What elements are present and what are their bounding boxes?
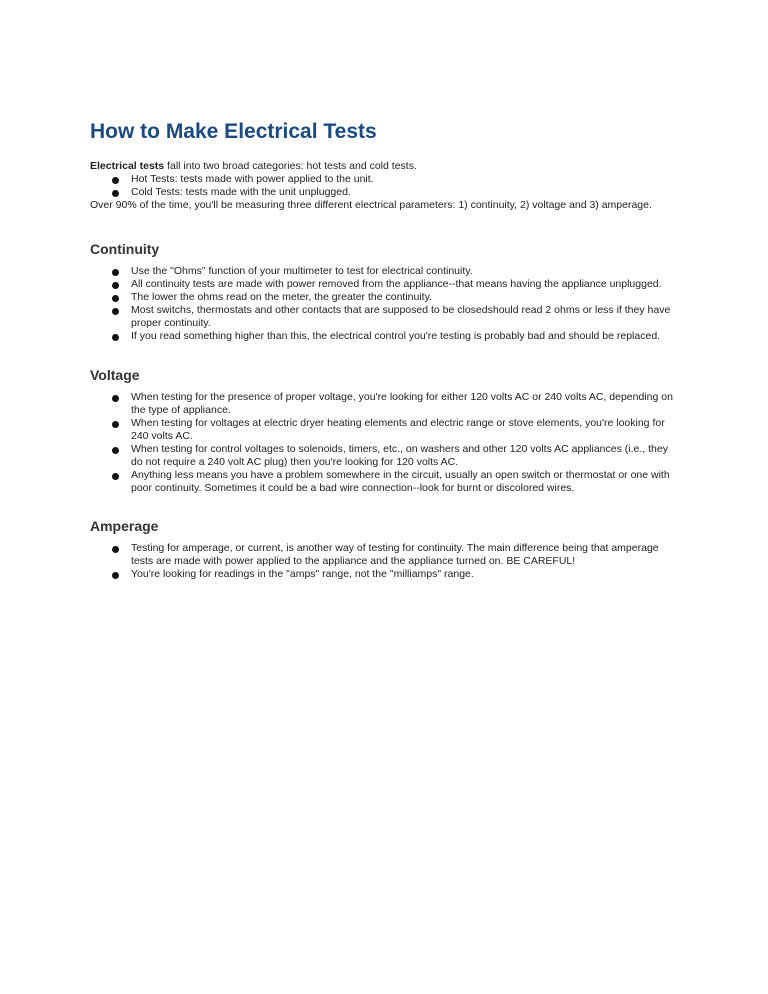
intro-summary: Over 90% of the time, you'll be measuring three different electrical parameters: 1) continuity, 2) voltage and 3) amperage.: [90, 199, 652, 211]
list-item: [90, 417, 680, 443]
list-item: [90, 304, 680, 330]
list-item-text: When testing for control voltages to solenoids, timers, etc., on washers and other 120 volts AC appliances (i.e., they do not require a 240 volt AC plug) then you're looking for 120 volts AC.: [131, 443, 668, 468]
bullet-icon: [112, 308, 119, 315]
bullet-icon: [112, 447, 119, 454]
list-item-text: If you read something higher than this, the electrical control you're testing is probably bad and should be replaced.: [131, 330, 661, 342]
list-item-text: Hot Tests: tests made with power applied to the unit.: [131, 173, 374, 185]
list-item: [90, 278, 680, 291]
list-item: [90, 469, 680, 495]
document-page: [90, 118, 680, 581]
bullet-icon: [112, 473, 119, 480]
continuity-bullet-list: [90, 265, 680, 343]
bullet-icon: [112, 295, 119, 302]
list-item: [90, 173, 680, 186]
section-heading-continuity: Continuity: [90, 241, 160, 257]
intro-bullet-list: [90, 173, 680, 199]
list-item: [90, 391, 680, 417]
list-item-text: Cold Tests: tests made with the unit unplugged.: [131, 186, 351, 198]
list-item-text: When testing for voltages at electric dryer heating elements and electric range or stove elements, you're looking for 240 volts AC.: [131, 417, 665, 442]
list-item-text: The lower the ohms read on the meter, the greater the continuity.: [131, 291, 432, 303]
list-item-text: All continuity tests are made with power removed from the appliance--that means having the appliance unplugged.: [131, 278, 662, 290]
list-item-text: Most switchs, thermostats and other contacts that are supposed to be closedshould read 2 ohms or less if they have proper continuity.: [131, 304, 671, 329]
list-item-text: Anything less means you have a problem somewhere in the circuit, usually an open switch or thermostat or one with poor continuity. Sometimes it could be a bad wire connection--look for burnt or discolored wires.: [131, 469, 670, 494]
bullet-icon: [112, 177, 119, 184]
list-item: [90, 542, 680, 568]
section-heading-amperage: Amperage: [90, 518, 159, 534]
intro-lead-rest: fall into two broad categories: hot tests and cold tests.: [164, 160, 417, 172]
list-item-text: You're looking for readings in the "amps" range, not the "milliamps" range.: [131, 568, 474, 580]
list-item: [90, 443, 680, 469]
list-item: [90, 265, 680, 278]
voltage-bullet-list: [90, 391, 680, 495]
bullet-icon: [112, 572, 119, 579]
bullet-icon: [112, 334, 119, 341]
list-item: [90, 291, 680, 304]
bullet-icon: [112, 269, 119, 276]
list-item: [90, 330, 680, 343]
list-item-text: Use the "Ohms" function of your multimeter to test for electrical continuity.: [131, 265, 473, 277]
intro-lead-bold: Electrical tests: [90, 160, 165, 172]
list-item: [90, 568, 680, 581]
section-heading-voltage: Voltage: [90, 367, 140, 383]
bullet-icon: [112, 546, 119, 553]
bullet-icon: [112, 395, 119, 402]
intro-lead: [90, 160, 680, 173]
list-item-text: When testing for the presence of proper voltage, you're looking for either 120 volts AC or 240 volts AC, depending on the type of appliance.: [131, 391, 673, 416]
bullet-icon: [112, 421, 119, 428]
amperage-bullet-list: [90, 542, 680, 581]
bullet-icon: [112, 282, 119, 289]
bullet-icon: [112, 190, 119, 197]
list-item-text: Testing for amperage, or current, is another way of testing for continuity. The main difference being that amperage tests are made with power applied to the appliance and the appliance turned on. BE CAREFUL!: [131, 542, 659, 567]
list-item: [90, 186, 680, 199]
page-title: How to Make Electrical Tests: [90, 120, 377, 143]
